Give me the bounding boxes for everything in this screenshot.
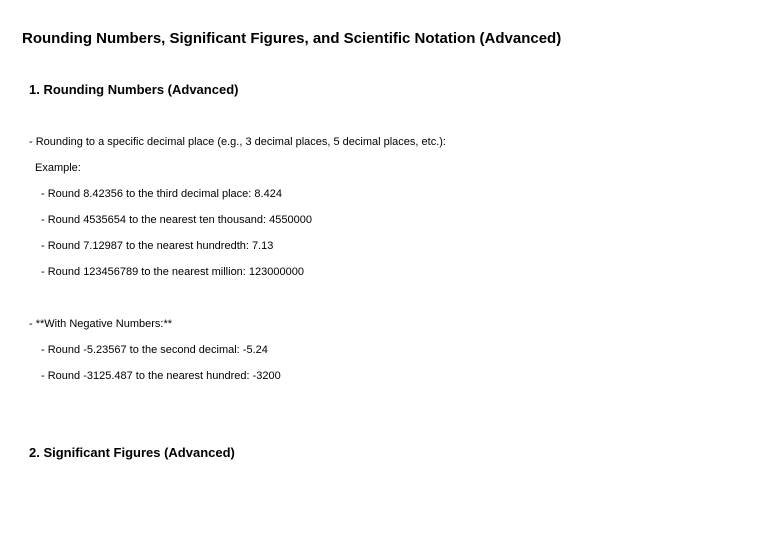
negative-numbers-heading: - **With Negative Numbers:** — [29, 318, 173, 330]
rounding-intro: - Rounding to a specific decimal place (e.g., 3 decimal places, 5 decimal places, etc.): — [29, 136, 446, 148]
example-label: Example: — [35, 162, 81, 174]
example-item: - Round 7.12987 to the nearest hundredth: 7.13 — [41, 240, 274, 252]
negative-example-item: - Round -3125.487 to the nearest hundred: -3200 — [41, 370, 281, 382]
example-item: - Round 123456789 to the nearest million: 123000000 — [41, 266, 304, 278]
negative-example-item: - Round -5.23567 to the second decimal: -5.24 — [41, 344, 268, 356]
section-heading-rounding: 1. Rounding Numbers (Advanced) — [29, 82, 239, 97]
section-heading-significant-figures: 2. Significant Figures (Advanced) — [29, 445, 235, 460]
example-item: - Round 8.42356 to the third decimal place: 8.424 — [41, 188, 282, 200]
example-item: - Round 4535654 to the nearest ten thousand: 4550000 — [41, 214, 312, 226]
page-title: Rounding Numbers, Significant Figures, and Scientific Notation (Advanced) — [22, 30, 562, 47]
